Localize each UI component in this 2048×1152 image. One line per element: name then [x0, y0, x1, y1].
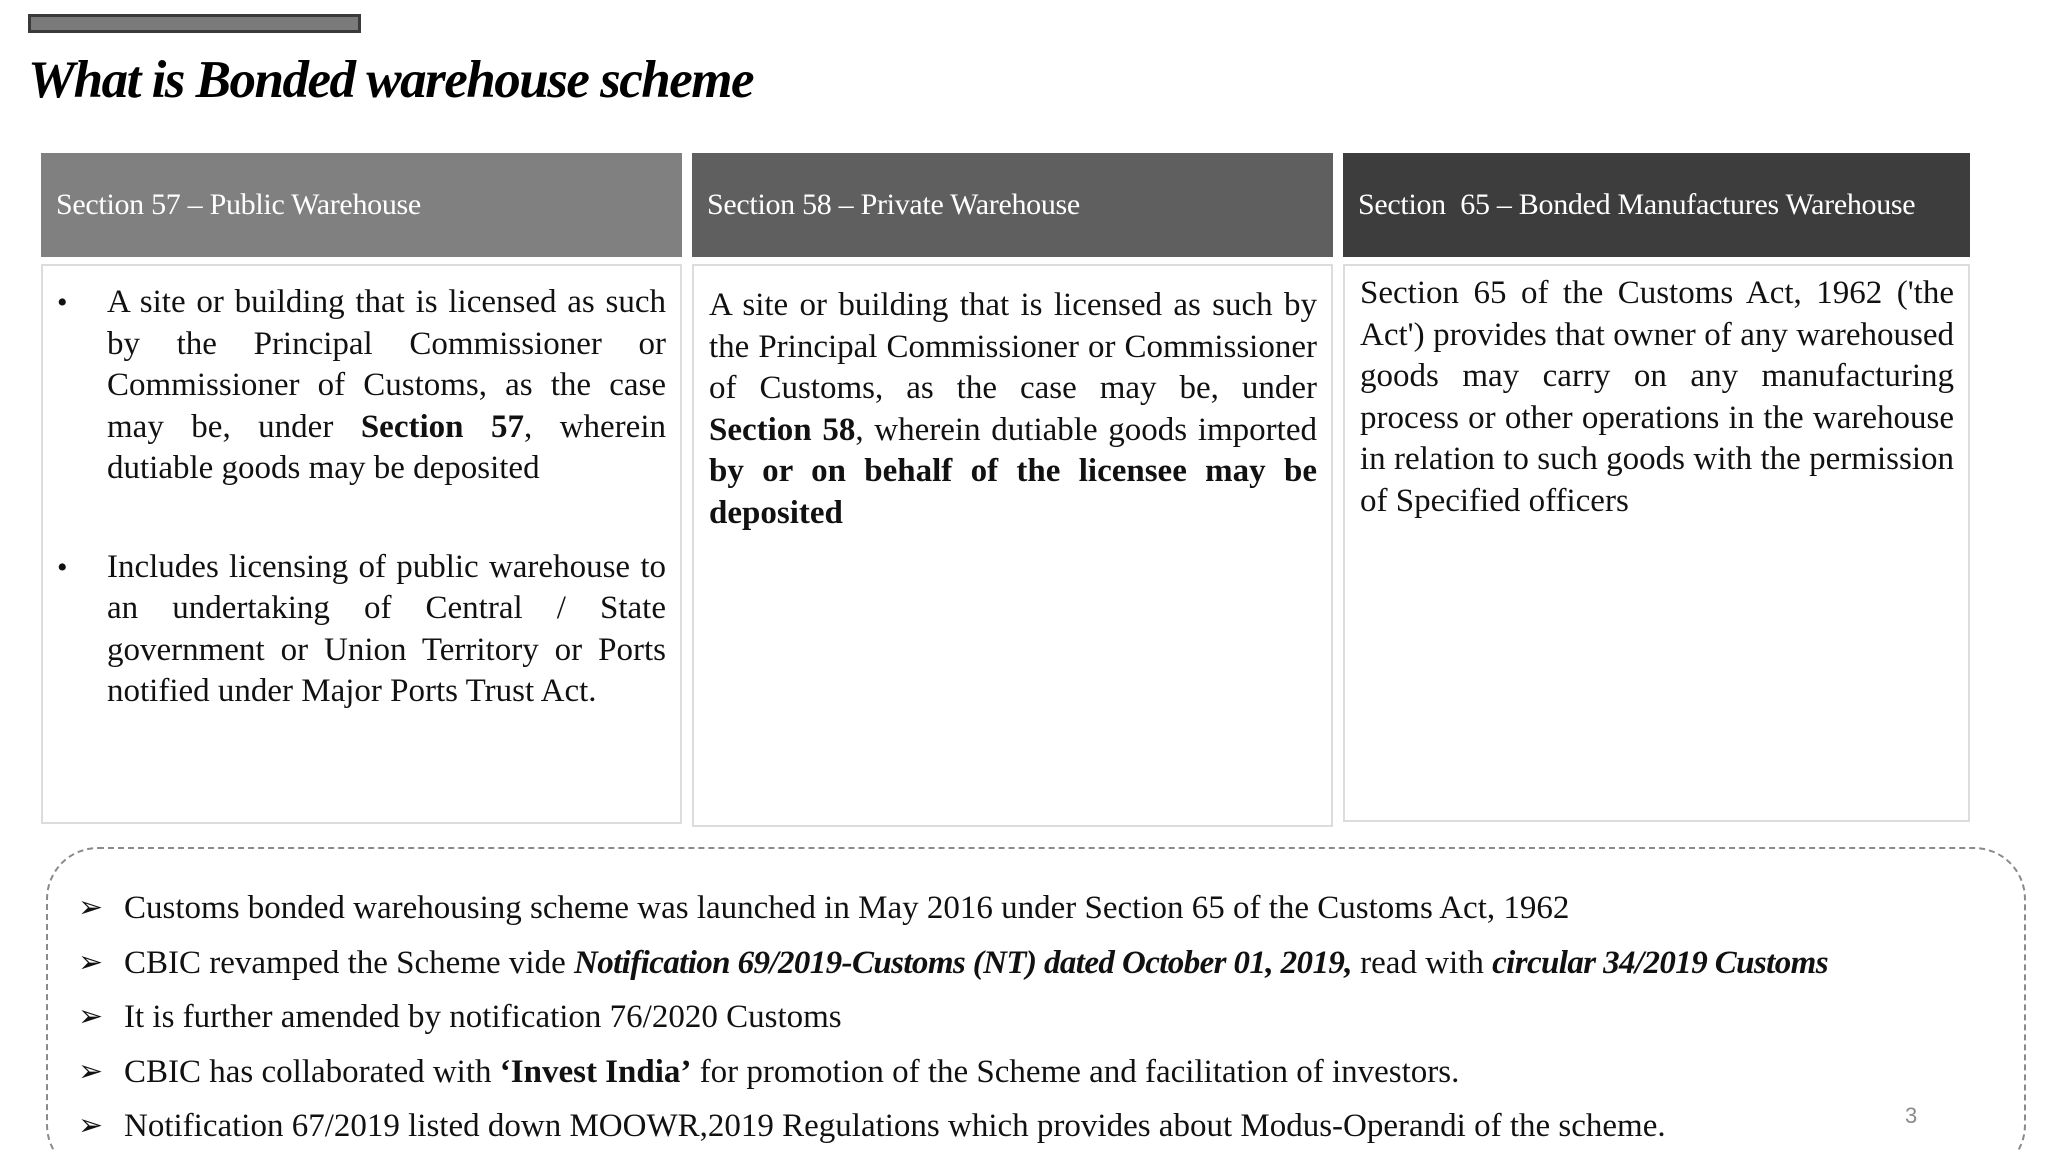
column-body-section-57 [41, 264, 682, 824]
note-item [78, 936, 1828, 991]
notes-panel [46, 847, 2026, 1152]
paragraph-text: A site or building that is licensed as such by the Principal Commissioner or Commissioner of Customs, as the case may be, under [709, 287, 1317, 406]
column-header-label: Section 58 – Private Warehouse [707, 188, 1080, 221]
column-body-section-65 [1343, 264, 1970, 822]
column-header-section-58 [692, 153, 1333, 257]
bullet-icon: • [57, 286, 68, 319]
bullet-bold-text: Section 57 [360, 408, 524, 445]
column-header-label: Section 65 – Bonded Manufactures Warehouse [1358, 188, 1916, 221]
column-header-section-65 [1343, 153, 1970, 257]
paragraph-bold-section: Section 58 [709, 411, 856, 448]
note-text-mid: read with [1351, 944, 1493, 981]
bullet-text: A site or building that is licensed as such by the Principal Commissioner or Commissioner of Customs, as the case may be, under [107, 284, 666, 445]
title-accent-bar [28, 14, 361, 33]
note-text: Notification 67/2019 listed down MOOWR,2019 Regulations which provides about Modus-Operandi of the scheme. [124, 1108, 1666, 1144]
note-text: It is further amended by notification 76/2020 Customs [124, 999, 842, 1035]
column-body-section-58 [692, 264, 1333, 827]
slide-title: What is Bonded warehouse scheme [28, 51, 754, 109]
arrow-bullet-icon: ➢ [78, 1053, 104, 1089]
arrow-bullet-icon: ➢ [78, 999, 104, 1034]
paragraph-bold-tail: by or on behalf of the licensee may be deposited [709, 453, 1317, 531]
bullet-text-tail: , wherein dutiable goods may be deposited [107, 408, 666, 486]
note-item [78, 881, 1828, 936]
note-text-tail: for promotion of the Scheme and facilitation of investors. [691, 1053, 1460, 1090]
invest-india-name: ‘Invest India’ [499, 1053, 692, 1090]
arrow-bullet-icon: ➢ [78, 890, 104, 925]
note-item [78, 990, 1828, 1045]
bullet-list [43, 266, 680, 713]
notification-reference: Notification 69/2019-Customs (NT) dated October 01, 2019, [573, 944, 1352, 981]
list-item [43, 282, 666, 490]
notes-list [78, 881, 1828, 1152]
paragraph-text-mid: , wherein dutiable goods imported [855, 411, 1317, 448]
note-text: CBIC revamped the Scheme vide [124, 944, 574, 981]
column-header-label: Section 57 – Public Warehouse [56, 188, 421, 221]
column-paragraph: Section 65 of the Customs Act, 1962 ('the Act') provides that owner of any warehoused goods may carry on any manufacturing process or other operations in the warehouse in relation to such goods with the permission of Specified officers [1360, 275, 1954, 519]
circular-reference: circular 34/2019 Customs [1492, 944, 1828, 981]
column-paragraph [694, 266, 1331, 534]
arrow-bullet-icon: ➢ [78, 944, 104, 980]
note-text: Customs bonded warehousing scheme was launched in May 2016 under Section 65 of the Customs Act, 1962 [124, 890, 1570, 926]
note-item [78, 1045, 1828, 1100]
column-header-section-57 [41, 153, 682, 257]
page-number: 3 [1905, 1103, 1918, 1128]
note-item [78, 1099, 1828, 1152]
list-item [43, 547, 666, 713]
bullet-icon: • [57, 550, 68, 584]
note-text: CBIC has collaborated with [124, 1053, 500, 1090]
arrow-bullet-icon: ➢ [78, 1108, 104, 1143]
bullet-text: Includes licensing of public warehouse to an undertaking of Central / State government or Union Territory or Ports notified under Major Ports Trust Act. [107, 548, 666, 709]
